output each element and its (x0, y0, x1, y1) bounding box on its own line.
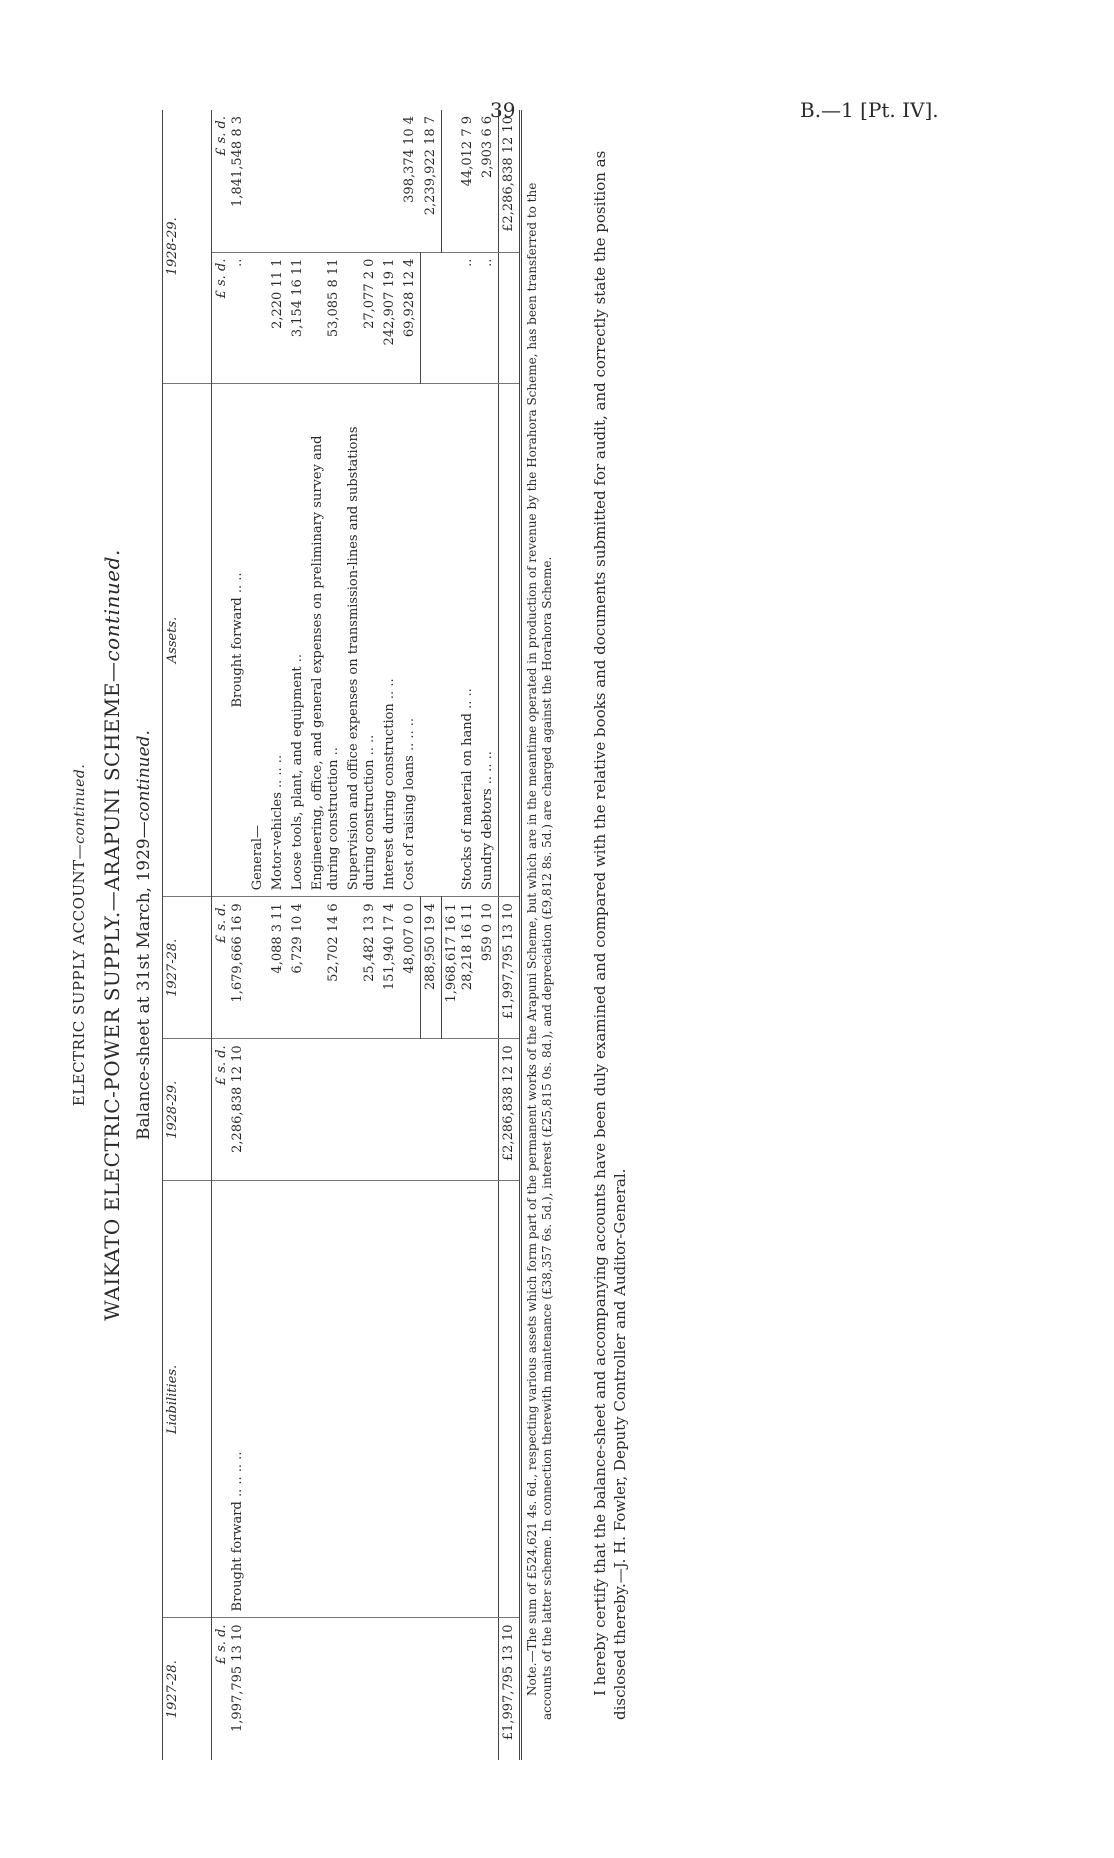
scheme-title-cont: continued. (100, 549, 124, 662)
general-item-label: Supervision and office expenses on transmission-lines and substations during construction .. .. (344, 383, 380, 897)
liab-cur-total: £2,286,838 12 10 (499, 1039, 521, 1181)
liab-bf-label: Brought forward .. .. .. .. (212, 1181, 249, 1618)
general-item-cur: 242,907 19 1 (380, 252, 400, 383)
general-item-row (308, 110, 344, 1760)
stocks-label: Stocks of material on hand .. .. (442, 383, 479, 897)
sheet-title-text: Balance-sheet at 31st March, 1929— (134, 821, 154, 1140)
stocks-row (442, 110, 479, 1760)
rotated-balance-sheet (70, 110, 650, 1760)
account-title-text: ELECTRIC SUPPLY ACCOUNT— (70, 843, 88, 1107)
general-item-label: Loose tools, plant, and equipment .. (288, 383, 308, 897)
general-item-prev: 52,702 14 6 (308, 897, 344, 1039)
assets-cur-header: 1928-29. (163, 110, 212, 383)
asset-cur-sum: 2,239,922 18 7 (421, 110, 442, 252)
general-item-prev: 4,088 3 11 (268, 897, 288, 1039)
general-item-row (380, 110, 400, 1760)
asset-prev-total: £1,997,795 13 10 (499, 897, 521, 1039)
asset-cur-bf: £ s. d. 1,841,548 8 3 (212, 110, 249, 252)
general-item-cur: 53,085 8 11 (308, 252, 344, 383)
asset-cur-sub-bf: £ s. d. .. (212, 252, 249, 383)
general-cur-total: 398,374 10 4 (400, 110, 421, 252)
scheme-title-text: WAIKATO ELECTRIC-POWER SUPPLY.—ARAPUNI SCHEME— (100, 661, 124, 1321)
page-number: 39 (490, 98, 516, 122)
debtors-cur: 2,903 6 6 (478, 110, 499, 252)
sheet-title (134, 110, 154, 1760)
stocks-cur: 44,012 7 9 (442, 110, 479, 252)
general-item-row (268, 110, 288, 1760)
balance-sheet-table (162, 110, 522, 1760)
account-title-cont: continued. (72, 763, 88, 844)
totals-row (499, 110, 521, 1760)
general-item-prev: 48,007 0 0 (400, 897, 421, 1039)
general-total-row (421, 110, 442, 1760)
debtors-label: Sundry debtors .. .. .. (478, 383, 499, 897)
liab-cur-header: 1928-29. (163, 1039, 212, 1181)
asset-bf-label: Brought forward .. .. (212, 383, 249, 897)
liab-cur-bf: £ s. d. 2,286,838 12 10 (212, 1039, 249, 1181)
general-item-cur: 27,077 2 0 (344, 252, 380, 383)
stocks-sub: .. (442, 252, 479, 383)
general-label: General— (248, 383, 268, 897)
general-item-label: Motor-vehicles .. .. .. (268, 383, 288, 897)
assets-header: Assets. (163, 383, 212, 897)
general-label-row (248, 110, 268, 1760)
general-item-label: Cost of raising loans .. .. .. (400, 383, 421, 897)
general-prev-total: 288,950 19 4 (421, 897, 442, 1039)
general-item-row (344, 110, 380, 1760)
general-item-prev: 25,482 13 9 (344, 897, 380, 1039)
scheme-title (100, 110, 124, 1760)
note-paragraph: Note.—The sum of £524,621 4s. 6d., respecting various assets which form part of the permanent works of the Arapuni Scheme, but which are in the meantime operated in production of revenue by the Horahora Scheme, has been transferred to the accounts of the latter scheme. In connection therewith maintenance (£38,357 6s. 5d.), interest (£25,815 0s. 8d.), and depreciation (£9,812 8s. 5d.) are charged against the Horahora Scheme. (525, 182, 554, 1720)
liabilities-header: Liabilities. (163, 1181, 212, 1618)
brought-forward-row (212, 110, 249, 1760)
debtors-prev: 959 0 10 (478, 897, 499, 1039)
general-item-prev: 151,940 17 4 (380, 897, 400, 1039)
header-row (163, 110, 212, 1760)
debtors-row (478, 110, 499, 1760)
general-item-cur: 2,220 11 1 (268, 252, 288, 383)
debtors-sub: .. (478, 252, 499, 383)
audit-certificate: I hereby certify that the balance-sheet and accompanying accounts have been duly examined and compared with the relative books and documents submitted for audit, and correctly state the position as disclosed thereby.—J. H. Fowler, Deputy Controller and Auditor-General. (591, 150, 629, 1720)
liab-prev-header: 1927-28. (163, 1618, 212, 1760)
general-item-row (288, 110, 308, 1760)
general-item-label: Interest during construction .. .. (380, 383, 400, 897)
general-item-label: Engineering, office, and general expenses on preliminary survey and during construction .. (308, 383, 344, 897)
stocks-prev: 1,968,617 16 1 28,218 16 11 (442, 897, 479, 1039)
series-reference: B.—1 [Pt. IV]. (800, 98, 939, 122)
liab-prev-bf: £ s. d. 1,997,795 13 10 (214, 1624, 245, 1732)
sheet-title-cont: continued. (134, 730, 154, 822)
general-item-prev: 6,729 10 4 (288, 897, 308, 1039)
asset-prev-bf: £ s. d. 1,679,666 16 9 (212, 897, 249, 1039)
general-item-cur: 3,154 16 11 (288, 252, 308, 383)
general-item-cur: 69,928 12 4 (400, 252, 421, 383)
account-title (70, 110, 88, 1760)
general-item-row (400, 110, 421, 1760)
asset-cur-total: £2,286,838 12 10 (499, 110, 521, 252)
assets-prev-header: 1927-28. (163, 897, 212, 1039)
liab-prev-total: £1,997,795 13 10 (499, 1618, 521, 1760)
